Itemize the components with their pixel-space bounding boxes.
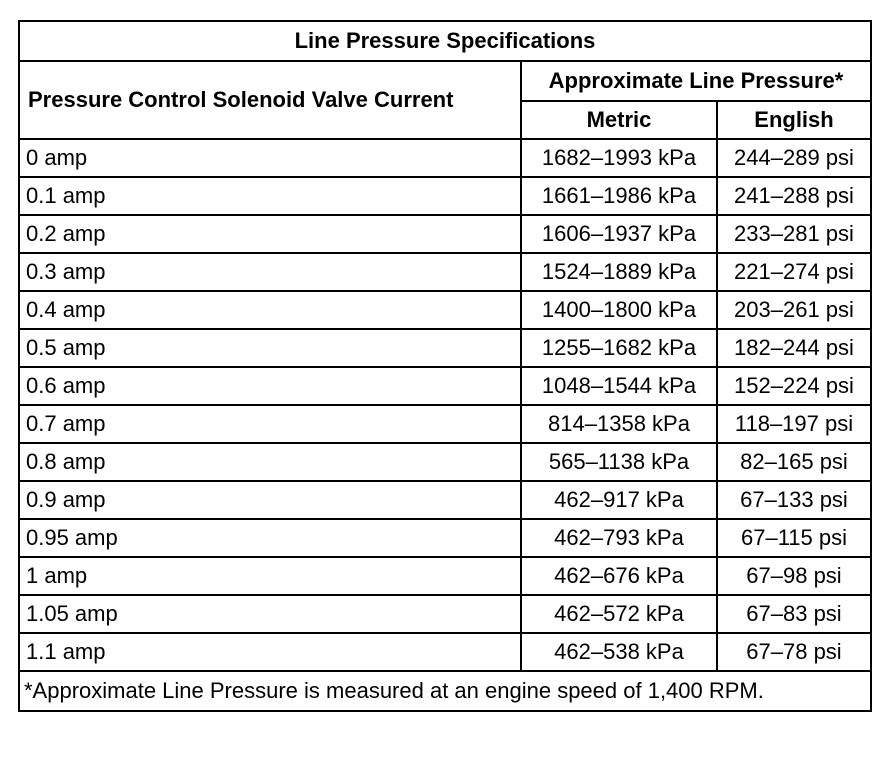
current-cell: 0.95 amp xyxy=(19,519,521,557)
english-cell: 67–83 psi xyxy=(717,595,871,633)
current-cell: 0 amp xyxy=(19,139,521,177)
metric-column-header: Metric xyxy=(521,101,717,139)
spec-sheet xyxy=(18,20,872,712)
current-cell: 0.5 amp xyxy=(19,329,521,367)
metric-cell: 565–1138 kPa xyxy=(521,443,717,481)
current-cell: 0.8 amp xyxy=(19,443,521,481)
line-pressure-table xyxy=(18,20,872,712)
table-row xyxy=(19,177,871,215)
current-cell: 0.7 amp xyxy=(19,405,521,443)
english-cell: 244–289 psi xyxy=(717,139,871,177)
current-cell: 0.6 amp xyxy=(19,367,521,405)
metric-cell: 1524–1889 kPa xyxy=(521,253,717,291)
metric-cell: 1661–1986 kPa xyxy=(521,177,717,215)
english-cell: 152–224 psi xyxy=(717,367,871,405)
footnote-row xyxy=(19,671,871,711)
table-row xyxy=(19,405,871,443)
table-row xyxy=(19,367,871,405)
table-row xyxy=(19,329,871,367)
english-cell: 233–281 psi xyxy=(717,215,871,253)
current-cell: 1 amp xyxy=(19,557,521,595)
current-cell: 0.2 amp xyxy=(19,215,521,253)
metric-cell: 462–917 kPa xyxy=(521,481,717,519)
english-cell: 67–115 psi xyxy=(717,519,871,557)
current-cell: 0.4 amp xyxy=(19,291,521,329)
english-cell: 203–261 psi xyxy=(717,291,871,329)
english-column-header: English xyxy=(717,101,871,139)
metric-cell: 1682–1993 kPa xyxy=(521,139,717,177)
english-cell: 67–133 psi xyxy=(717,481,871,519)
english-cell: 67–78 psi xyxy=(717,633,871,671)
metric-cell: 1048–1544 kPa xyxy=(521,367,717,405)
metric-cell: 462–538 kPa xyxy=(521,633,717,671)
metric-cell: 1255–1682 kPa xyxy=(521,329,717,367)
table-row xyxy=(19,443,871,481)
metric-cell: 814–1358 kPa xyxy=(521,405,717,443)
current-column-header: Pressure Control Solenoid Valve Current xyxy=(19,61,521,139)
table-row xyxy=(19,481,871,519)
metric-cell: 1606–1937 kPa xyxy=(521,215,717,253)
english-cell: 67–98 psi xyxy=(717,557,871,595)
current-cell: 0.3 amp xyxy=(19,253,521,291)
metric-cell: 462–572 kPa xyxy=(521,595,717,633)
header-row-1 xyxy=(19,61,871,101)
table-row xyxy=(19,633,871,671)
current-cell: 0.1 amp xyxy=(19,177,521,215)
table-row xyxy=(19,291,871,329)
english-cell: 118–197 psi xyxy=(717,405,871,443)
title-row xyxy=(19,21,871,61)
metric-cell: 462–676 kPa xyxy=(521,557,717,595)
table-row xyxy=(19,595,871,633)
metric-cell: 1400–1800 kPa xyxy=(521,291,717,329)
table-row xyxy=(19,215,871,253)
english-cell: 182–244 psi xyxy=(717,329,871,367)
approx-pressure-header: Approximate Line Pressure* xyxy=(521,61,871,101)
table-title: Line Pressure Specifications xyxy=(19,21,871,61)
english-cell: 221–274 psi xyxy=(717,253,871,291)
table-row xyxy=(19,519,871,557)
english-cell: 82–165 psi xyxy=(717,443,871,481)
table-footnote: *Approximate Line Pressure is measured at an engine speed of 1,400 RPM. xyxy=(19,671,871,711)
current-cell: 1.1 amp xyxy=(19,633,521,671)
english-cell: 241–288 psi xyxy=(717,177,871,215)
metric-cell: 462–793 kPa xyxy=(521,519,717,557)
table-row xyxy=(19,557,871,595)
current-cell: 0.9 amp xyxy=(19,481,521,519)
table-row xyxy=(19,139,871,177)
table-row xyxy=(19,253,871,291)
current-cell: 1.05 amp xyxy=(19,595,521,633)
